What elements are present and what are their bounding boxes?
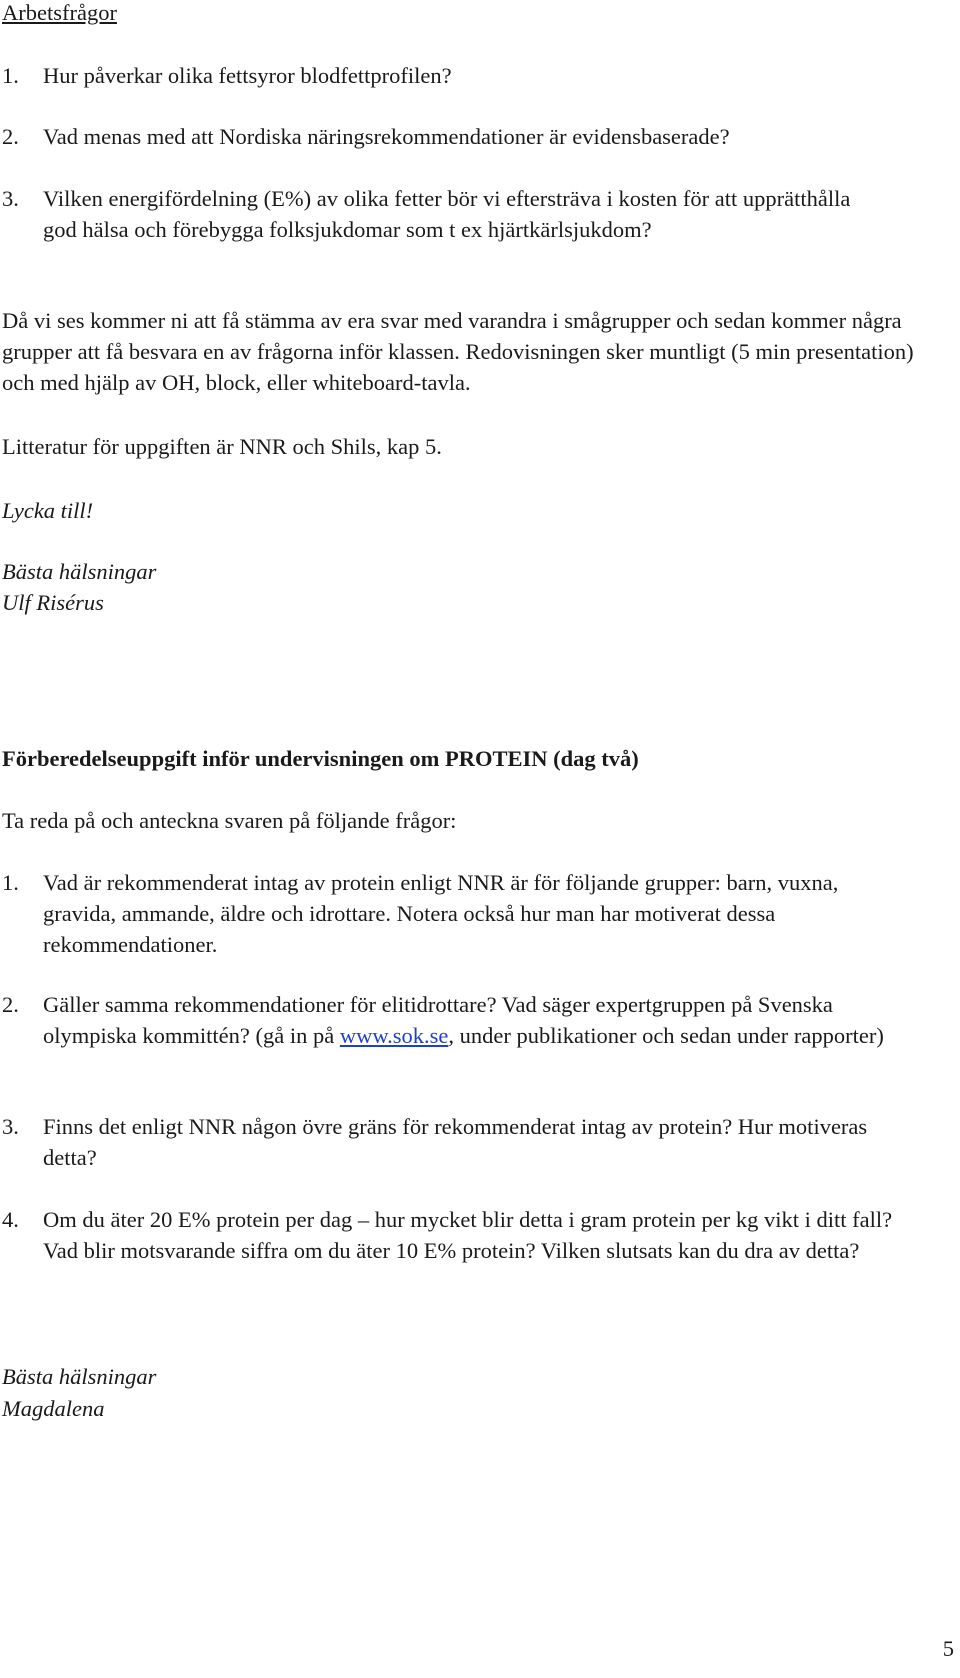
protein-question-1 bbox=[2, 867, 917, 960]
signature: Ulf Risérus bbox=[2, 590, 104, 615]
question-2 bbox=[2, 121, 932, 152]
protein-question-4 bbox=[2, 1204, 927, 1266]
section2-heading: Förberedelseuppgift inför undervisningen om PROTEIN (dag två) bbox=[2, 746, 639, 771]
question-number: 4. bbox=[2, 1207, 19, 1232]
question-text: Om du äter 20 E% protein per dag – hur mycket blir detta i gram protein per kg vikt i ditt fall? Vad blir motsvarande siffra om du äter 10 E% protein? Vilken slutsats kan du dra av detta? bbox=[43, 1207, 893, 1263]
question-text: Finns det enligt NNR någon övre gräns för rekommenderat intag av protein? Hur motiveras detta? bbox=[43, 1114, 868, 1170]
signature-2: Magdalena bbox=[2, 1396, 105, 1421]
question-number: 1. bbox=[2, 870, 19, 895]
question-text: Vad menas med att Nordiska näringsrekommendationer är evidensbaserade? bbox=[43, 124, 730, 149]
question-text: Vilken energifördelning (E%) av olika fetter bör vi eftersträva i kosten för att upprätthålla god hälsa och förebygga folksjukdomar som t ex hjärtkärlsjukdom? bbox=[43, 186, 851, 242]
question-number: 3. bbox=[2, 186, 19, 211]
section2-intro: Ta reda på och anteckna svaren på följande frågor: bbox=[2, 808, 457, 833]
question-text: Vad är rekommenderat intag av protein enligt NNR är för följande grupper: barn, vuxna, gravida, ammande, äldre och idrottare. Notera också hur man har motiverat dessa rekommendationer. bbox=[43, 870, 839, 957]
question-3 bbox=[2, 183, 882, 245]
question-1 bbox=[2, 60, 932, 91]
question-text: Gäller samma rekommendationer för elitidrottare? Vad säger expertgruppen på Svenska olympiska kommittén? (gå in på www.sok.se, under publikationer och sedan under rapporter) bbox=[43, 992, 884, 1048]
protein-question-3 bbox=[2, 1111, 917, 1173]
greeting-2: Bästa hälsningar bbox=[2, 1364, 157, 1389]
greeting: Bästa hälsningar bbox=[2, 559, 157, 584]
question-number: 2. bbox=[2, 124, 19, 149]
sok-link[interactable]: www.sok.se bbox=[339, 1023, 449, 1048]
section1-heading: Arbetsfrågor bbox=[2, 0, 117, 25]
literature-note: Litteratur för uppgiften är NNR och Shils, kap 5. bbox=[2, 434, 442, 459]
question-text: Hur påverkar olika fettsyror blodfettprofilen? bbox=[43, 63, 452, 88]
question-number: 2. bbox=[2, 992, 19, 1017]
question-number: 1. bbox=[2, 63, 19, 88]
instructions-paragraph: Då vi ses kommer ni att få stämma av era svar med varandra i smågrupper och sedan kommer några grupper att få besvara en av frågorna inför klassen. Redovisningen sker muntligt (5 min presentation) och med hjälp av OH, block, eller whiteboard-tavla. bbox=[2, 308, 914, 395]
question-number: 3. bbox=[2, 1114, 19, 1139]
good-luck: Lycka till! bbox=[2, 498, 94, 523]
protein-question-2 bbox=[2, 989, 902, 1051]
page-number: 5 bbox=[942, 1636, 954, 1661]
